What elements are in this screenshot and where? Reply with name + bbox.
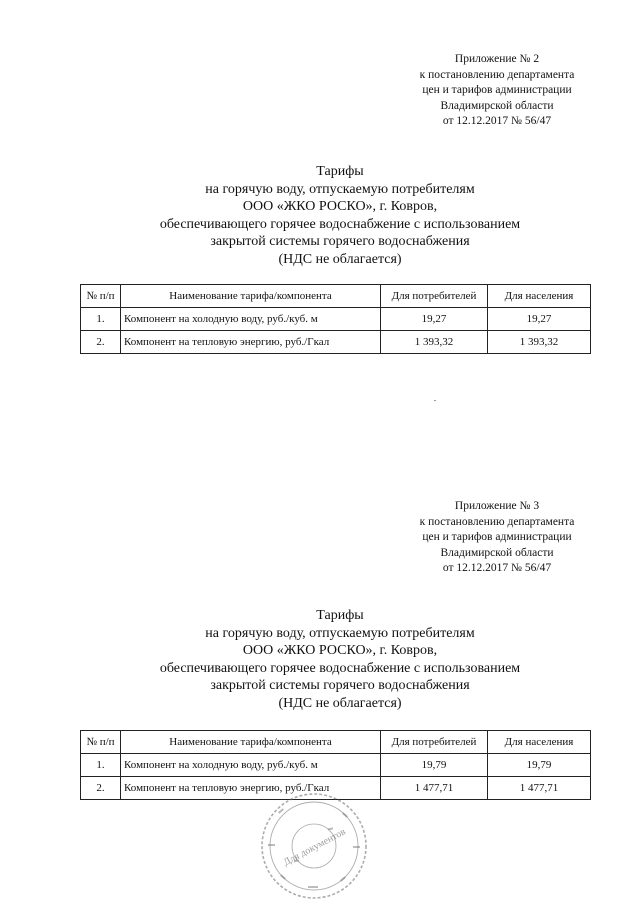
row-consumers-value: 19,27 bbox=[381, 308, 488, 331]
row-consumers-value: 19,79 bbox=[381, 754, 488, 777]
tariff-table-1 bbox=[80, 284, 591, 354]
title-heading: Тарифы bbox=[316, 608, 364, 623]
table-row bbox=[81, 308, 591, 331]
appendix-date: от 12.12.2017 № 56/47 bbox=[442, 115, 552, 127]
row-name: Компонент на холодную воду, руб./куб. м bbox=[121, 754, 381, 777]
column-header-number: № п/п bbox=[81, 285, 121, 308]
title-vat-note: (НДС не облагается) bbox=[278, 251, 402, 267]
title-heading: Тарифы bbox=[316, 164, 364, 179]
table-row bbox=[81, 754, 591, 777]
column-header-population: Для населения bbox=[488, 731, 591, 754]
scan-speck bbox=[434, 400, 436, 401]
row-population-value: 19,27 bbox=[488, 308, 591, 331]
row-population-value: 19,79 bbox=[488, 754, 591, 777]
row-population-value: 1 477,71 bbox=[488, 777, 591, 800]
title-line: обеспечивающего горячее водоснабжение с использованием bbox=[159, 216, 521, 232]
column-header-number: № п/п bbox=[81, 731, 121, 754]
seal-stamp-icon bbox=[258, 790, 370, 902]
table-header-row bbox=[81, 285, 591, 308]
table-row bbox=[81, 331, 591, 354]
appendix-number: Приложение № 3 bbox=[454, 500, 540, 512]
title-line: ООО «ЖКО РОСКО», г. Ковров, bbox=[242, 199, 438, 214]
column-header-consumers: Для потребителей bbox=[381, 285, 488, 308]
column-header-name: Наименование тарифа/компонента bbox=[121, 731, 381, 754]
row-consumers-value: 1 477,71 bbox=[381, 777, 488, 800]
tariff-title-1 bbox=[130, 163, 550, 268]
appendix-line: цен и тарифов администрации bbox=[422, 84, 572, 96]
title-line: закрытой системы горячего водоснабжения bbox=[210, 678, 470, 693]
row-name: Компонент на тепловую энергию, руб./Гкал bbox=[121, 331, 381, 354]
title-line: закрытой системы горячего водоснабжения bbox=[210, 234, 470, 249]
appendix-line: к постановлению департамента bbox=[419, 68, 575, 81]
appendix-line: Владимирской области bbox=[440, 99, 554, 112]
title-vat-note: (НДС не облагается) bbox=[278, 695, 402, 711]
table-header-row bbox=[81, 731, 591, 754]
row-population-value: 1 393,32 bbox=[488, 331, 591, 354]
row-consumers-value: 1 393,32 bbox=[381, 331, 488, 354]
row-number: 1. bbox=[81, 308, 121, 331]
tariff-title-2 bbox=[130, 607, 550, 712]
row-name: Компонент на тепловую энергию, руб./Гкал bbox=[121, 777, 381, 800]
row-name: Компонент на холодную воду, руб./куб. м bbox=[121, 308, 381, 331]
appendix-line: цен и тарифов администрации bbox=[422, 531, 572, 543]
appendix-line: к постановлению департамента bbox=[419, 515, 575, 528]
title-line: ООО «ЖКО РОСКО», г. Ковров, bbox=[242, 643, 438, 658]
row-number: 2. bbox=[81, 331, 121, 354]
row-number: 2. bbox=[81, 777, 121, 800]
appendix-header-2 bbox=[392, 52, 602, 130]
appendix-number: Приложение № 2 bbox=[454, 53, 540, 65]
title-line: на горячую воду, отпускаемую потребителям bbox=[205, 625, 475, 641]
column-header-name: Наименование тарифа/компонента bbox=[121, 285, 381, 308]
column-header-consumers: Для потребителей bbox=[381, 731, 488, 754]
appendix-header-3 bbox=[392, 499, 602, 577]
title-line: обеспечивающего горячее водоснабжение с использованием bbox=[159, 660, 521, 676]
row-number: 1. bbox=[81, 754, 121, 777]
appendix-line: Владимирской области bbox=[440, 546, 554, 559]
stamp-text: Для документов bbox=[281, 826, 348, 869]
title-line: на горячую воду, отпускаемую потребителям bbox=[205, 181, 475, 197]
column-header-population: Для населения bbox=[488, 285, 591, 308]
appendix-date: от 12.12.2017 № 56/47 bbox=[442, 562, 552, 574]
